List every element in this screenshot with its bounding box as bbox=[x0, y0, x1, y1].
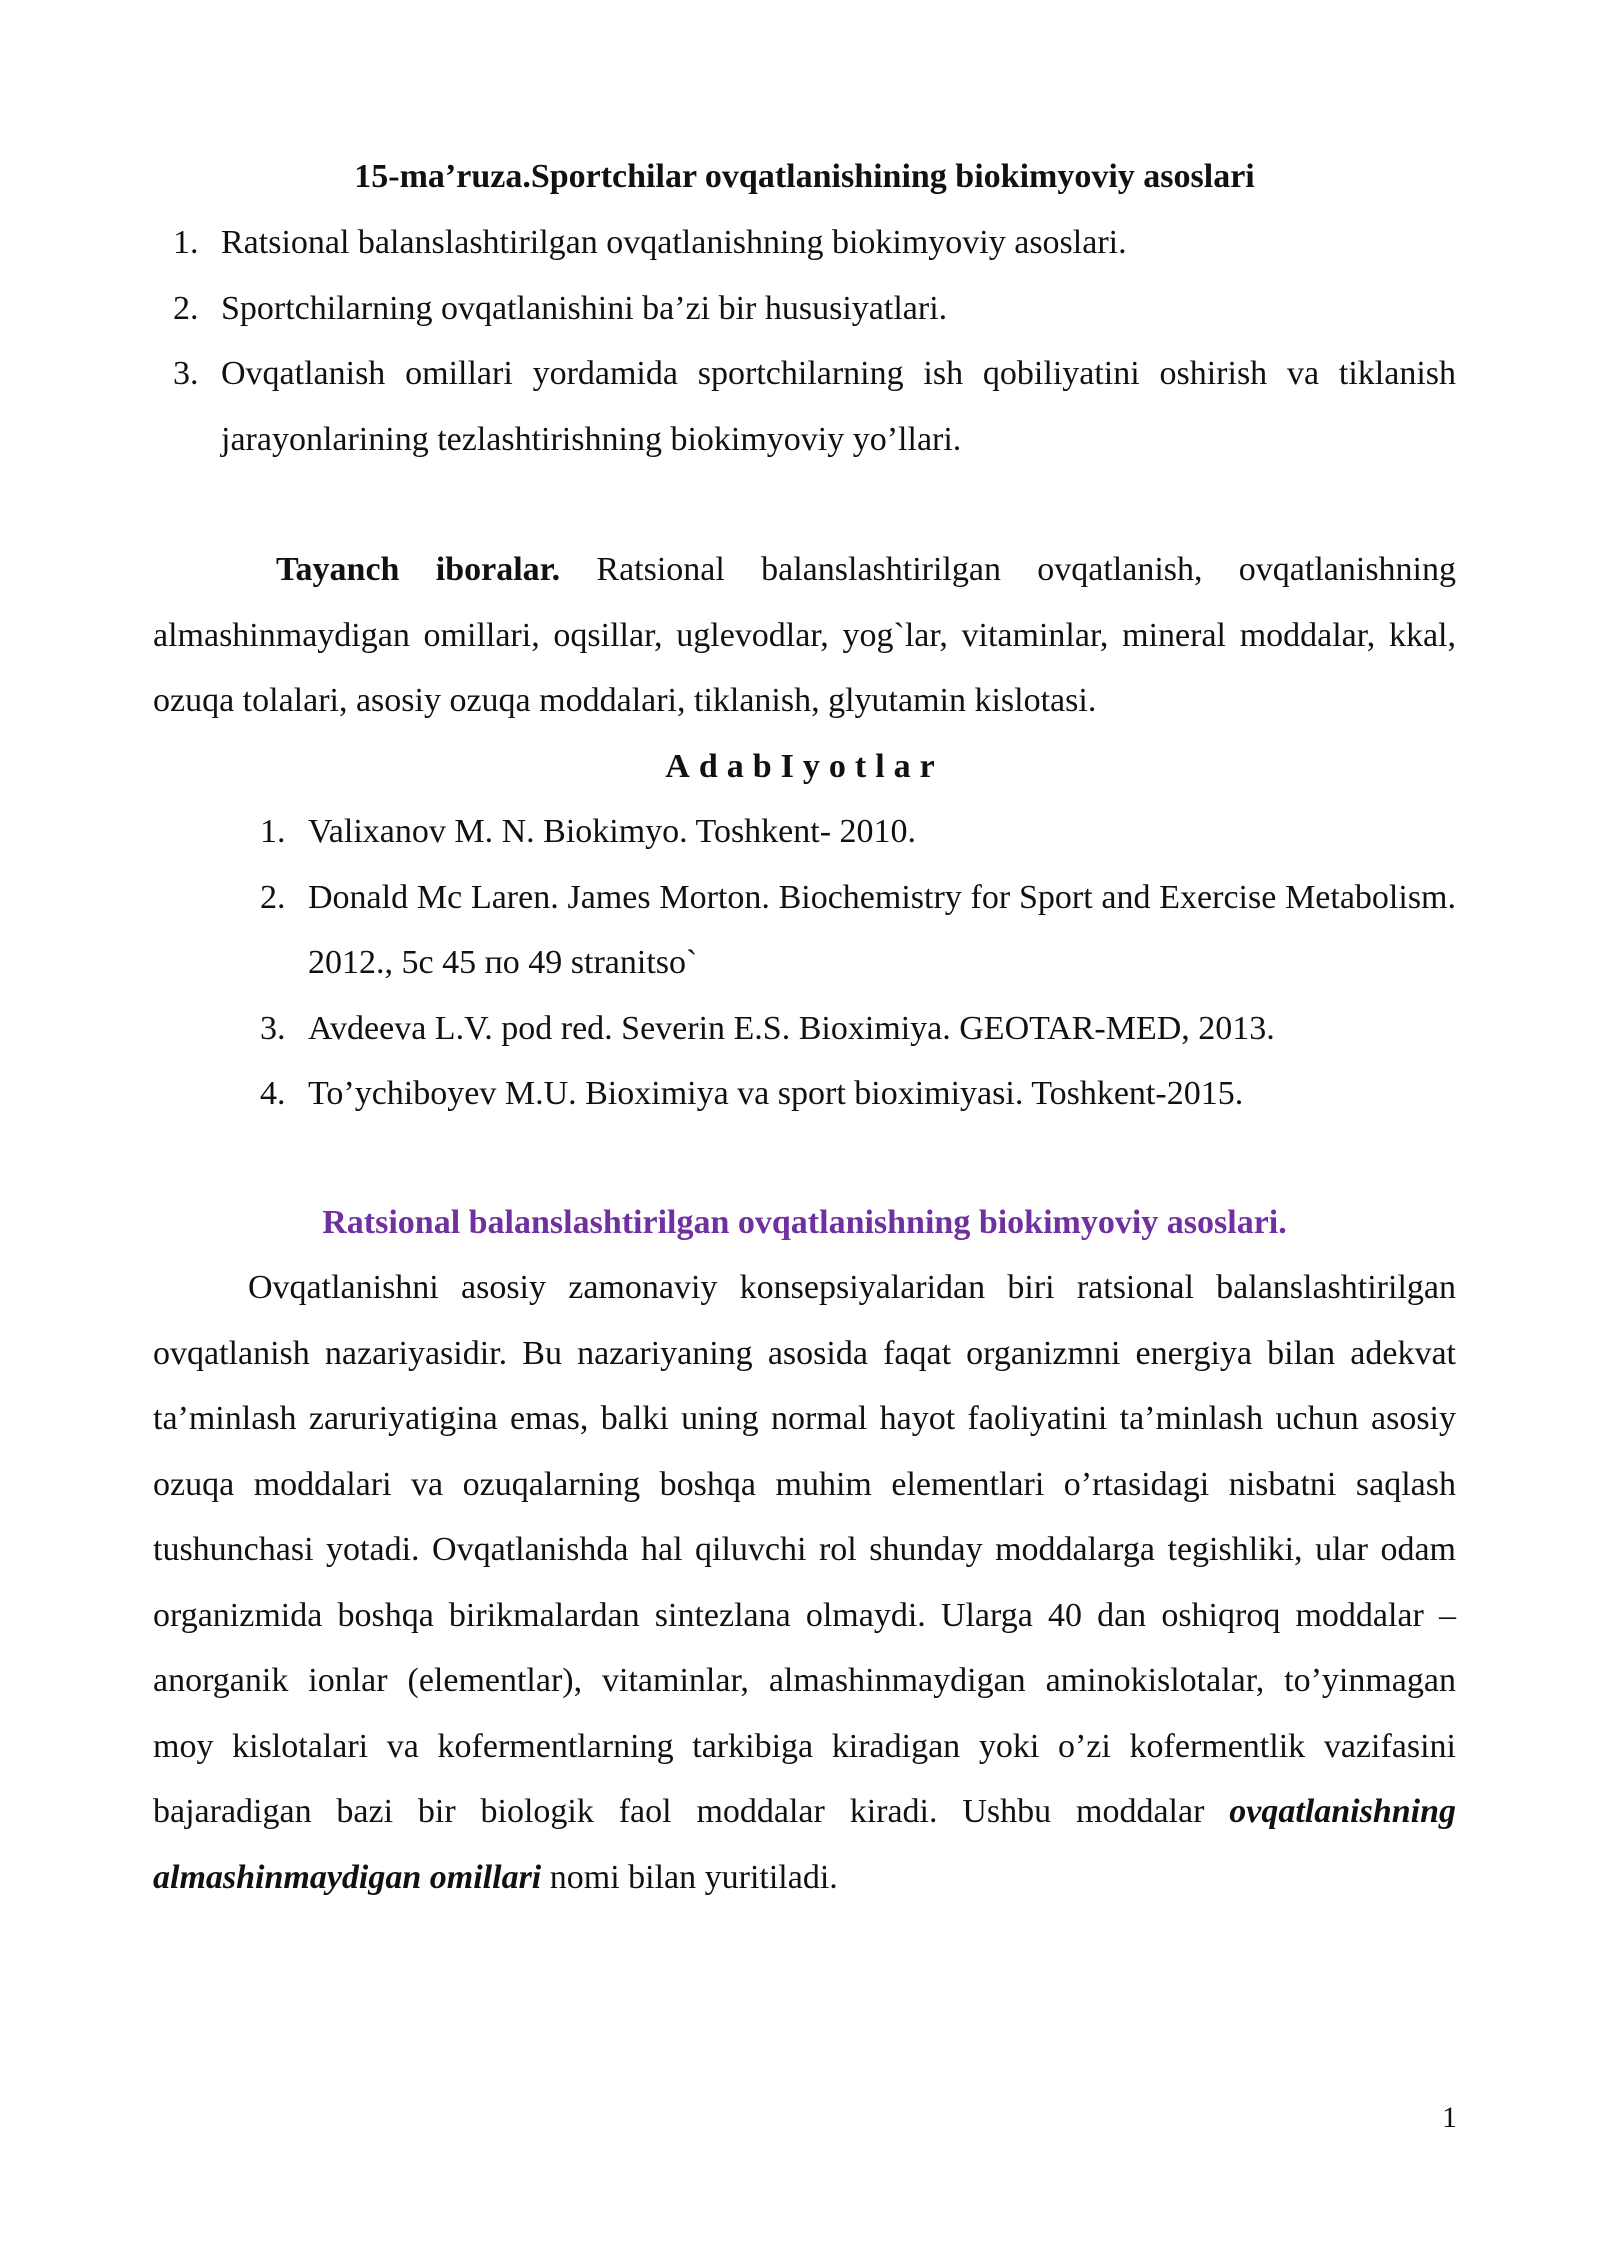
paragraph-text-end: nomi bilan yuritiladi. bbox=[541, 1858, 838, 1896]
list-number: 1. bbox=[173, 224, 199, 261]
page-title: 15-ma’ruza.Sportchilar ovqatlanishining biokimyoviy asoslari bbox=[354, 158, 1255, 195]
reference-text: Valixanov M. N. Biokimyo. Toshkent- 2010. bbox=[308, 813, 917, 850]
list-number: 4. bbox=[260, 1075, 286, 1112]
section-body bbox=[153, 1255, 1456, 1910]
keywords-label: Tayanch iboralar. bbox=[276, 551, 561, 588]
keywords-section bbox=[153, 537, 1456, 734]
list-item-text: Sportchilarning ovqatlanishini ba’zi bir hususiyatlari. bbox=[221, 289, 948, 327]
page-number: 1 bbox=[1442, 2101, 1457, 2134]
topics-list bbox=[153, 210, 1456, 472]
references-list bbox=[240, 799, 1456, 1127]
section-heading: Ratsional balanslashtirilgan ovqatlanishning biokimyoviy asoslari. bbox=[322, 1204, 1287, 1241]
list-number: 1. bbox=[260, 813, 286, 850]
reference-text: To’ychiboyev M.U. Bioximiya va sport bioximiyasi. Toshkent-2015. bbox=[308, 1075, 1244, 1112]
list-item-text: Ratsional balanslashtirilgan ovqatlanishning biokimyoviy asoslari. bbox=[221, 224, 1127, 261]
list-item bbox=[240, 1061, 1456, 1127]
list-number: 2. bbox=[173, 289, 199, 327]
list-item bbox=[153, 210, 1456, 276]
list-item bbox=[153, 341, 1456, 472]
paragraph-text: Ovqatlanishni asosiy zamonaviy konsepsiyalaridan biri ratsional balanslashtirilgan ovqatlanish nazariyasidir. Bu nazariyaning asosida faqat organizmni energiya bilan adekvat ta’minlash zaruriyatigina emas, balki uning normal hayot faoliyatini ta’minlash uchun asosiy ozuqa moddalari va ozuqalarning boshqa muhim elementlari o’rtasidagi nisbatni saqlash tushunchasi yotadi. Ovqatlanishda hal qiluvchi rol shunday moddalarga tegishliki, ular odam organizmida boshqa birikmalardan sintezlana olmaydi. Ularga 40 dan oshiqroq moddalar – anorganik ionlar (elementlar), vitaminlar, almashinmaydigan aminokislotalar, to’yinmagan moy kislotalari va kofermentlarning tarkibiga kiradigan yoki o’zi kofermentlik vazifasini bajaradigan bazi bir biologik faol moddalar kiradi. Ushbu moddalar bbox=[153, 1269, 1456, 1830]
list-item bbox=[153, 276, 1456, 342]
list-item bbox=[240, 996, 1456, 1062]
paragraph-emphasis: ovqatlanishning almashinmaydigan omillari bbox=[153, 1793, 1456, 1896]
keywords-text: Ratsional balanslashtirilgan ovqatlanish, ovqatlanishning almashinmaydigan omillari, oqsillar, uglevodlar, yog`lar, vitaminlar, mineral moddalar, kkal, ozuqa tolalari, asosiy ozuqa moddalari, tiklanish, glyutamin kislotasi. bbox=[153, 551, 1456, 719]
list-item bbox=[240, 865, 1456, 996]
section-paragraph bbox=[153, 1255, 1456, 1910]
keywords-paragraph bbox=[153, 537, 1456, 734]
list-number: 2. bbox=[260, 878, 286, 916]
reference-text: Avdeeva L.V. pod red. Severin E.S. Bioximiya. GEOTAR-MED, 2013. bbox=[308, 1009, 1275, 1047]
list-item bbox=[240, 799, 1456, 865]
list-number: 3. bbox=[260, 1009, 286, 1047]
list-item-text: Ovqatlanish omillari yordamida sportchilarning ish qobiliyatini oshirish va tiklanish jarayonlarining tezlashtirishning biokimyoviy yo’llari. bbox=[221, 355, 1456, 458]
references-title: AdabIyotlar bbox=[665, 748, 944, 785]
reference-text: Donald Mc Laren. James Morton. Biochemistry for Sport and Exercise Metabolism. 2012., 5c 45 по 49 stranitso` bbox=[308, 878, 1456, 981]
list-number: 3. bbox=[173, 355, 199, 392]
